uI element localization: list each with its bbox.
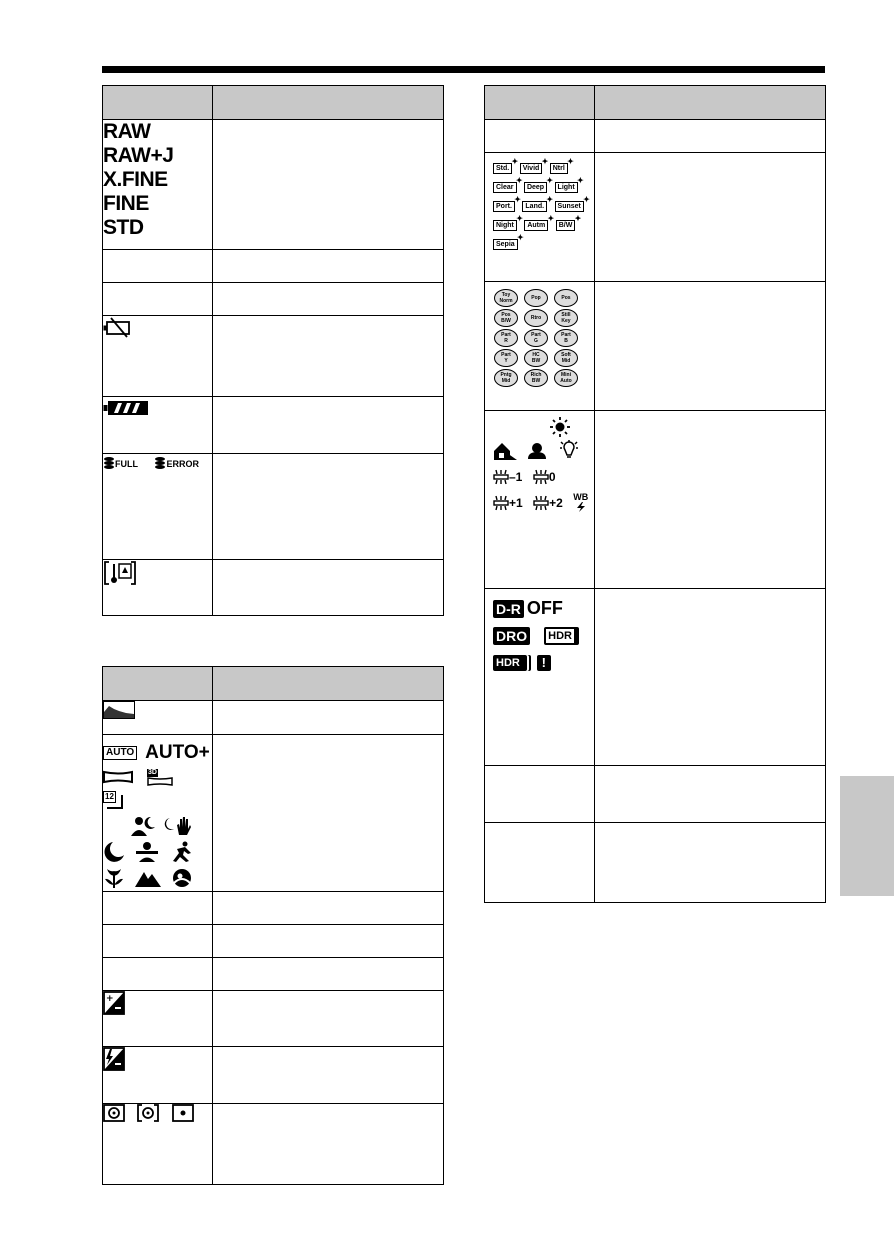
picture-effect-icon: Part R: [494, 329, 518, 347]
display-table-2: [102, 666, 444, 1185]
table-row: [485, 120, 826, 153]
hdr-icon: HDR: [544, 627, 579, 645]
picture-effect-icon: Rtro: [524, 309, 548, 327]
temperature-warning-icon: [103, 560, 137, 586]
table-row: [485, 766, 826, 823]
header-indication: [595, 86, 826, 120]
table-header: [103, 86, 444, 120]
picture-effect-icon: Still Key: [554, 309, 578, 327]
quality-fine: FINE: [103, 192, 149, 215]
daylight-icon: [549, 416, 571, 438]
card-error-icon: ERROR: [154, 454, 199, 472]
table-row: [485, 823, 826, 903]
white-balance-icons: [485, 411, 595, 589]
display-table-3: [484, 85, 826, 903]
table-row: [485, 153, 826, 282]
quality-standard: STD: [103, 216, 144, 239]
picture-effect-icon: Part B: [554, 329, 578, 347]
macro-icon: [103, 867, 125, 889]
superior-auto-icon: AUTO+: [145, 742, 210, 763]
card-full-icon: FULL: [103, 454, 138, 472]
header-display: [103, 667, 213, 701]
histogram-icon: [103, 701, 135, 719]
flash-wb-icon: WB: [573, 493, 588, 512]
exposure-compensation-icon: [103, 991, 125, 1015]
picture-effect-icon: Rich BW: [524, 369, 548, 387]
display-table-1: [102, 85, 444, 616]
sunset-icon: [171, 867, 193, 889]
style-portrait-icon: Port. ✦: [493, 201, 515, 212]
cloudy-icon: [525, 441, 549, 461]
auto-mode-icon: AUTO: [103, 746, 137, 760]
style-sepia-icon: Sepia ✦: [493, 239, 518, 250]
picture-effect-icon: Pntg Mid: [494, 369, 518, 387]
dro-icon: DRO: [493, 627, 530, 645]
table-row: [485, 589, 826, 766]
fluorescent-warm-icon: –1: [493, 465, 522, 489]
header-display: [103, 86, 213, 120]
table-row: [103, 316, 444, 397]
multi-segment-metering-icon: [103, 1104, 125, 1122]
shade-icon: [493, 441, 517, 461]
picture-effect-icon: Soft Mid: [554, 349, 578, 367]
quality-raw-jpeg: RAW+J: [103, 144, 174, 167]
style-clear-icon: Clear ✦: [493, 182, 517, 193]
style-autumn-icon: Autm ✦: [524, 220, 548, 231]
table-row: [103, 1047, 444, 1104]
picture-effect-icon: Pos B/W: [494, 309, 518, 327]
table-header: [485, 86, 826, 120]
landscape-icon: [135, 867, 161, 889]
night-portrait-icon: [135, 841, 159, 863]
dro-hdr-icons: D-R OFF DRO HDR HDR !: [485, 589, 595, 766]
handheld-twilight-icon: [163, 815, 191, 837]
table-row: [103, 958, 444, 991]
style-vivid-icon: Vivid ✦: [520, 163, 543, 174]
table-row: [103, 991, 444, 1047]
hdr-warning-icon: !: [537, 655, 551, 671]
table-row: [485, 411, 826, 589]
style-deep-icon: Deep ✦: [524, 182, 547, 193]
style-neutral-icon: Ntrl ✦: [550, 163, 568, 174]
table-header: [103, 667, 444, 701]
center-weighted-metering-icon: [137, 1104, 159, 1122]
picture-effect-icon: Toy Norm: [494, 289, 518, 307]
fluorescent-cool-icon: 0: [533, 465, 556, 489]
picture-effect-icon: Pos: [554, 289, 578, 307]
picture-effect-icon: Mini Auto: [554, 369, 578, 387]
table-row: [103, 120, 444, 250]
night-view-icon: [103, 841, 125, 863]
table-row: [103, 1104, 444, 1185]
table-row: [103, 560, 444, 616]
picture-effect-icons: [485, 282, 595, 411]
fluorescent-day-white-icon: +1: [493, 491, 523, 515]
table-row: [103, 250, 444, 283]
picture-effect-icon: HC BW: [524, 349, 548, 367]
creative-style-icons: [485, 153, 595, 282]
fluorescent-daylight-icon: +2: [533, 491, 563, 515]
quality-extra-fine: X.FINE: [103, 168, 168, 191]
table-row: [103, 892, 444, 925]
svg-text:+: +: [106, 994, 114, 1004]
table-row: [103, 735, 444, 892]
top-rule: [102, 66, 825, 73]
table-row: [103, 283, 444, 316]
image-quality-icons: [103, 120, 213, 250]
quality-raw: RAW: [103, 120, 151, 143]
picture-effect-icon: Pop: [524, 289, 548, 307]
hdr-auto-icon: HDR: [493, 655, 527, 671]
table-row: [103, 397, 444, 454]
continuous-priority-icon: 12: [103, 791, 125, 811]
portrait-twilight-icon: [129, 815, 157, 837]
header-display: [485, 86, 595, 120]
picture-effect-icon: Part G: [524, 329, 548, 347]
style-bw-icon: B/W ✦: [556, 220, 576, 231]
table-row: [485, 282, 826, 411]
spot-metering-icon: [172, 1104, 194, 1122]
table-row: [103, 925, 444, 958]
picture-effect-grid: [491, 288, 591, 388]
flash-compensation-icon: [103, 1047, 125, 1071]
sweep-panorama-icon: [103, 770, 133, 784]
section-tab: [840, 776, 894, 896]
style-sunset-icon: Sunset ✦: [555, 201, 584, 212]
style-night-icon: Night ✦: [493, 220, 517, 231]
header-indication: [213, 667, 444, 701]
style-light-icon: Light ✦: [555, 182, 578, 193]
style-standard-icon: Std. ✦: [493, 163, 512, 174]
picture-effect-icon: Part Y: [494, 349, 518, 367]
table-row: [103, 454, 444, 560]
battery-none-icon: [103, 316, 135, 338]
header-indication: [213, 86, 444, 120]
sports-action-icon: [169, 841, 195, 863]
battery-level-icon: [103, 397, 153, 419]
style-landscape-icon: Land. ✦: [522, 201, 547, 212]
dro-off-icon: D-R: [493, 600, 524, 618]
table-row: [103, 701, 444, 735]
incandescent-icon: [558, 440, 580, 462]
3d-sweep-icon: 3D: [147, 769, 173, 786]
